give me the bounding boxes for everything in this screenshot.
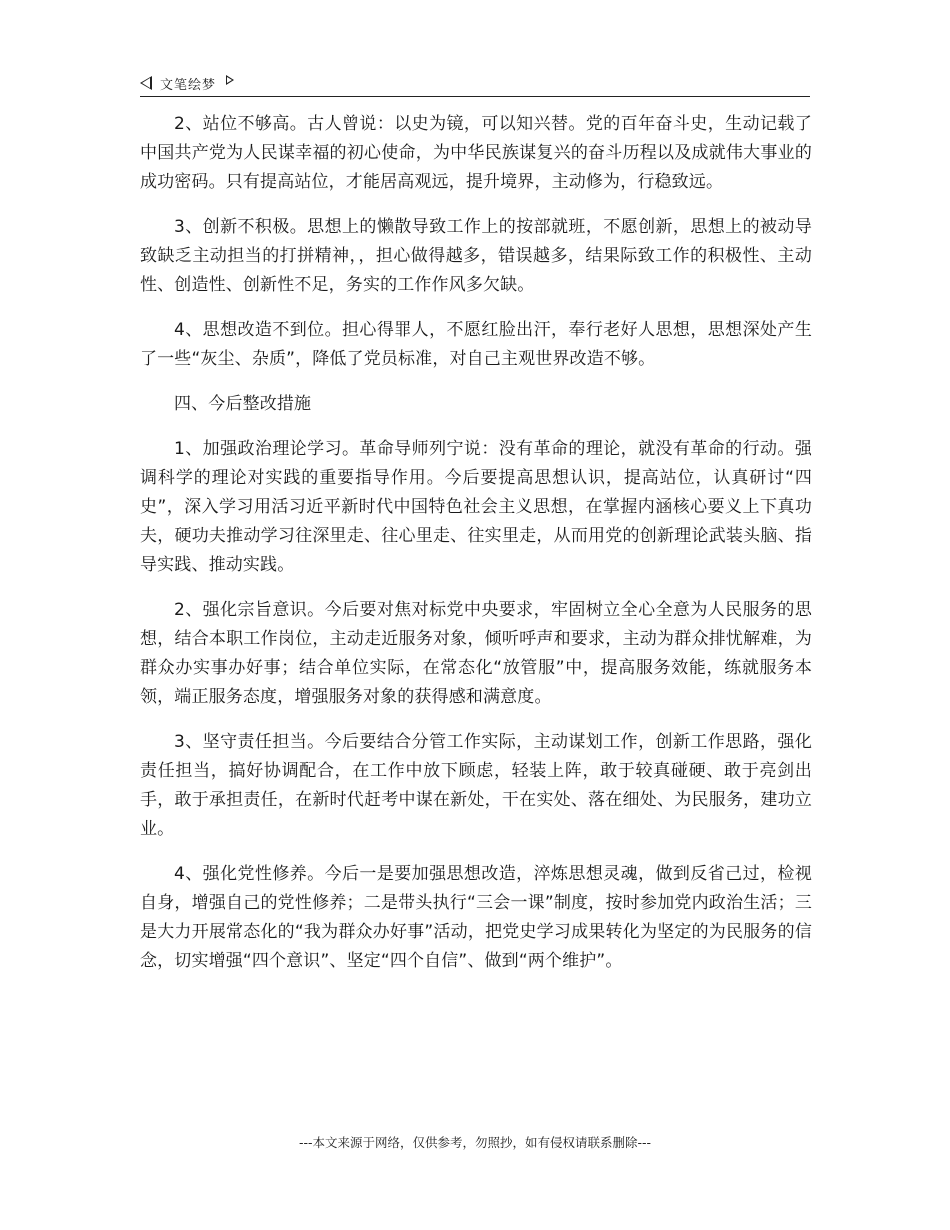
header-title: 文笔绘梦	[160, 77, 217, 93]
paragraph: 4、思想改造不到位。担心得罪人，不愿红脸出汗，奉行老好人思想，思想深处产生了一些“灰尘、杂质”，降低了党员标准，对自己主观世界改造不够。	[140, 320, 812, 369]
paragraph: 2、站位不够高。古人曾说：以史为镜，可以知兴替。党的百年奋斗史，生动记载了中国共产党为人民谋幸福的初心使命，为中华民族谋复兴的奋斗历程以及成就伟大事业的成功密码。只有提高站位，才能居高观远，提升境界，主动修为，行稳致远。	[140, 114, 812, 192]
page-header	[140, 70, 810, 97]
triangle-right-icon	[226, 75, 234, 85]
footer-disclaimer: ---本文来源于网络，仅供参考，勿照抄，如有侵权请联系删除---	[298, 1135, 652, 1150]
paragraph: 1、加强政治理论学习。革命导师列宁说：没有革命的理论，就没有革命的行动。强调科学的理论对实践的重要指导作用。今后要提高思想认识，提高站位，认真研讨“四史”，深入学习用活习近平新时代中国特色社会主义思想，在掌握内涵核心要义上下真功夫，硬功夫推动学习往深里走、往心里走、往实里走，从而用党的创新理论武装头脑、指导实践、推动实践。	[140, 439, 812, 575]
paragraph: 2、强化宗旨意识。今后要对焦对标党中央要求，牢固树立全心全意为人民服务的思想，结合本职工作岗位，主动走近服务对象，倾听呼声和要求，主动为群众排忧解难，为群众办实事办好事；结合单位实际，在常态化“放管服”中，提高服务效能，练就服务本领，端正服务态度，增强服务对象的获得感和满意度。	[140, 600, 812, 707]
document-body	[140, 110, 812, 992]
paragraph: 3、坚守责任担当。今后要结合分管工作实际，主动谋划工作，创新工作思路，强化责任担当，搞好协调配合，在工作中放下顾虑，轻装上阵，敢于较真碰硬、敢于亮剑出手，敢于承担责任，在新时代赶考中谋在新处，干在实处、落在细处、为民服务，建功立业。	[140, 732, 812, 839]
section-heading: 四、今后整改措施	[174, 394, 312, 414]
paragraph: 4、强化党性修养。今后一是要加强思想改造，淬炼思想灵魂，做到反省己过，检视自身，增强自己的党性修养；二是带头执行“三会一课”制度，按时参加党内政治生活；三是大力开展常态化的“我为群众办好事”活动，把党史学习成果转化为坚定的为民服务的信念，切实增强“四个意识”、坚定“四个自信”、做到“两个维护”。	[140, 864, 812, 971]
paragraph: 3、创新不积极。思想上的懒散导致工作上的按部就班，不愿创新，思想上的被动导致缺乏主动担当的打拼精神，，担心做得越多，错误越多，结果际致工作的积极性、主动性、创造性、创新性不足，务实的工作作风多欠缺。	[140, 217, 812, 295]
triangle-left-icon	[140, 76, 152, 90]
